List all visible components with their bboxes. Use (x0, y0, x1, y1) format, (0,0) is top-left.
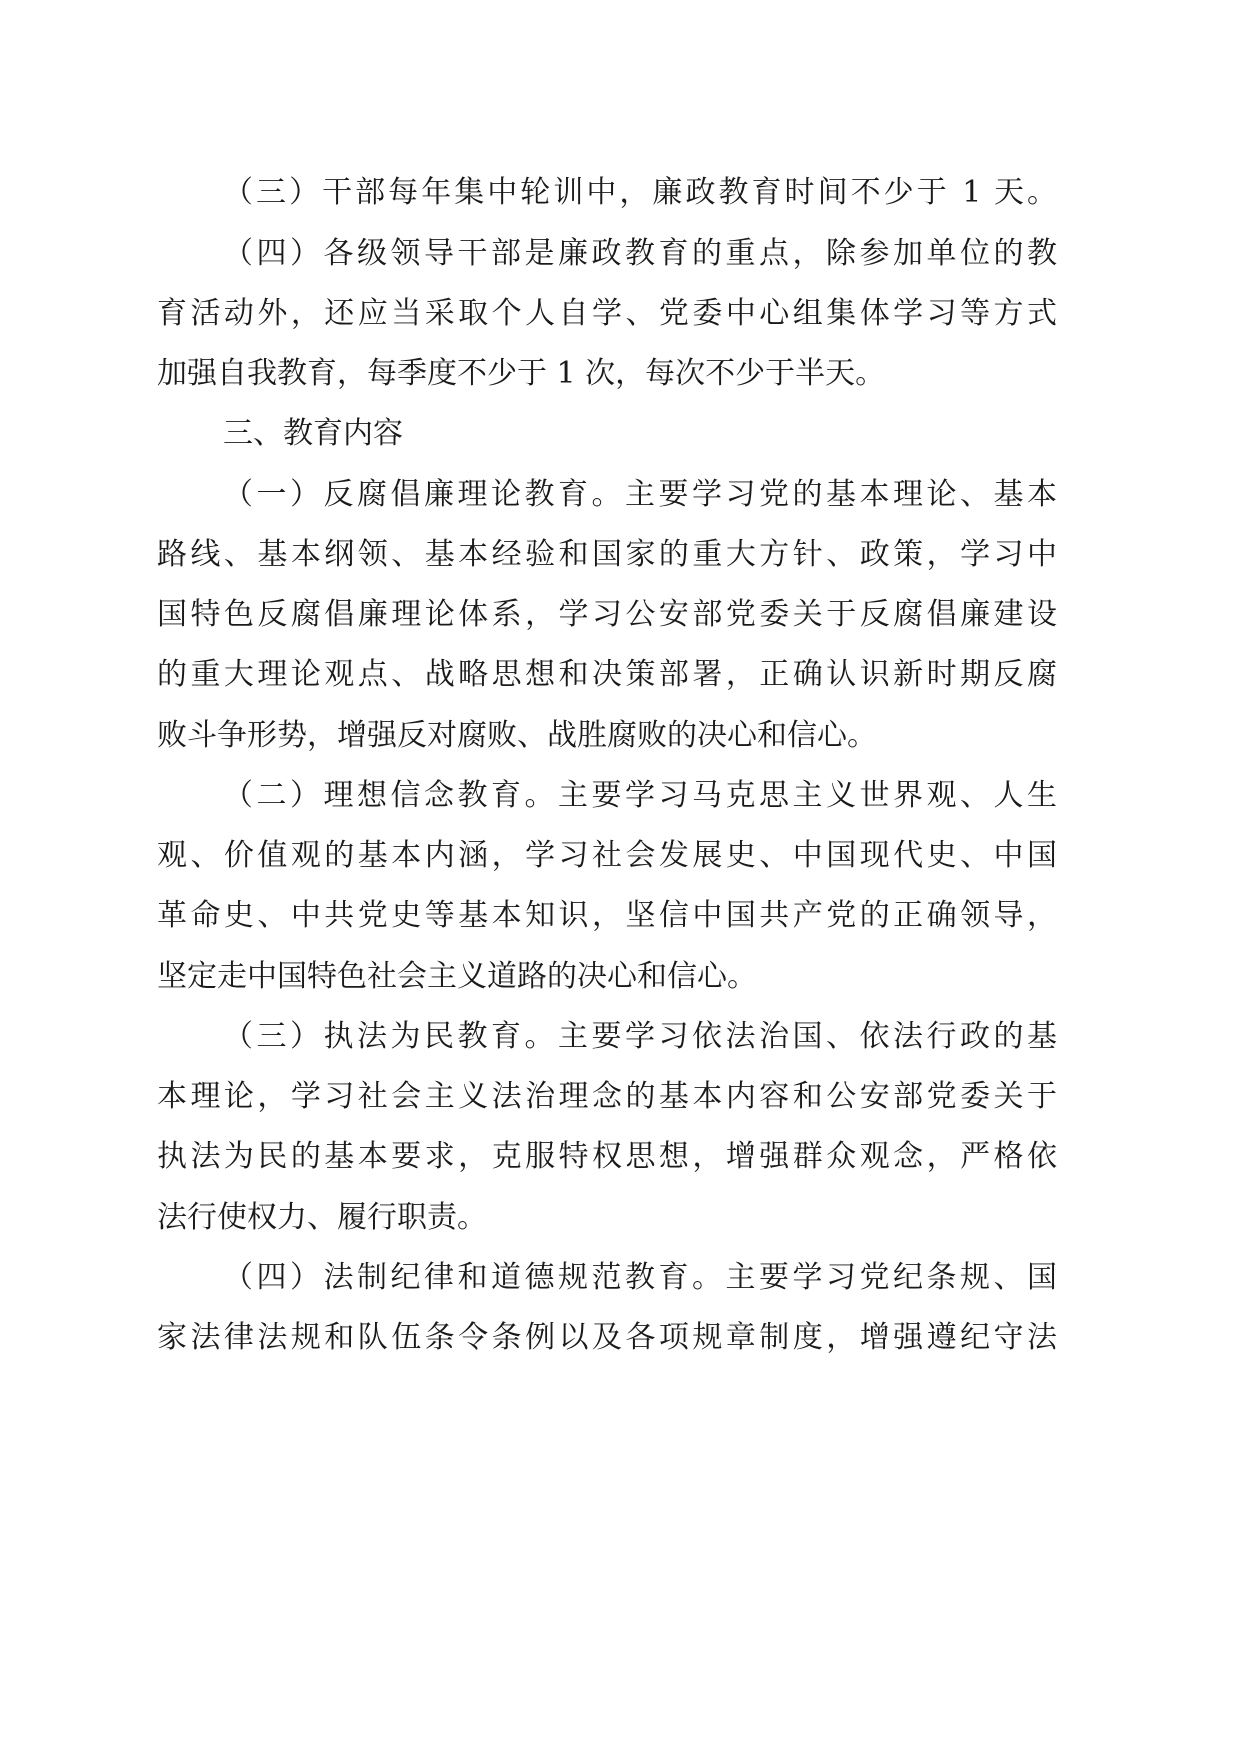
text-line: 的重大理论观点、战略思想和决策部署，正确认识新时期反腐 (157, 657, 1057, 692)
text-line: 国特色反腐倡廉理论体系，学习公安部党委关于反腐倡廉建设 (157, 597, 1057, 632)
text-line: 加强自我教育，每季度不少于 1 次，每次不少于半天。 (157, 356, 886, 391)
text-line: （四）法制纪律和道德规范教育。主要学习党纪条规、国 (223, 1260, 1057, 1295)
text-line: 本理论，学习社会主义法治理念的基本内容和公安部党委关于 (157, 1079, 1057, 1114)
text-line: 路线、基本纲领、基本经验和国家的重大方针、政策，学习中 (157, 537, 1057, 572)
text-line: 观、价值观的基本内涵，学习社会发展史、中国现代史、中国 (157, 838, 1057, 873)
text-line: 败斗争形势，增强反对腐败、战胜腐败的决心和信心。 (157, 718, 877, 753)
text-line: 家法律法规和队伍条令条例以及各项规章制度，增强遵纪守法 (157, 1320, 1057, 1355)
section-heading: 三、教育内容 (223, 416, 403, 451)
text-line: （一）反腐倡廉理论教育。主要学习党的基本理论、基本 (223, 477, 1057, 512)
text-line: 育活动外，还应当采取个人自学、党委中心组集体学习等方式 (157, 296, 1057, 331)
text-line: （三）执法为民教育。主要学习依法治国、依法行政的基 (223, 1019, 1057, 1054)
text-line: 坚定走中国特色社会主义道路的决心和信心。 (157, 959, 757, 994)
text-line: 革命史、中共党史等基本知识，坚信中国共产党的正确领导， (157, 898, 1057, 933)
text-line: （三）干部每年集中轮训中，廉政教育时间不少于 1 天。 (223, 175, 1057, 210)
text-line: （二）理想信念教育。主要学习马克思主义世界观、人生 (223, 778, 1057, 813)
text-line: 执法为民的基本要求，克服特权思想，增强群众观念，严格依 (157, 1139, 1057, 1174)
text-line: 法行使权力、履行职责。 (157, 1200, 487, 1235)
text-line: （四）各级领导干部是廉政教育的重点，除参加单位的教 (223, 236, 1057, 271)
